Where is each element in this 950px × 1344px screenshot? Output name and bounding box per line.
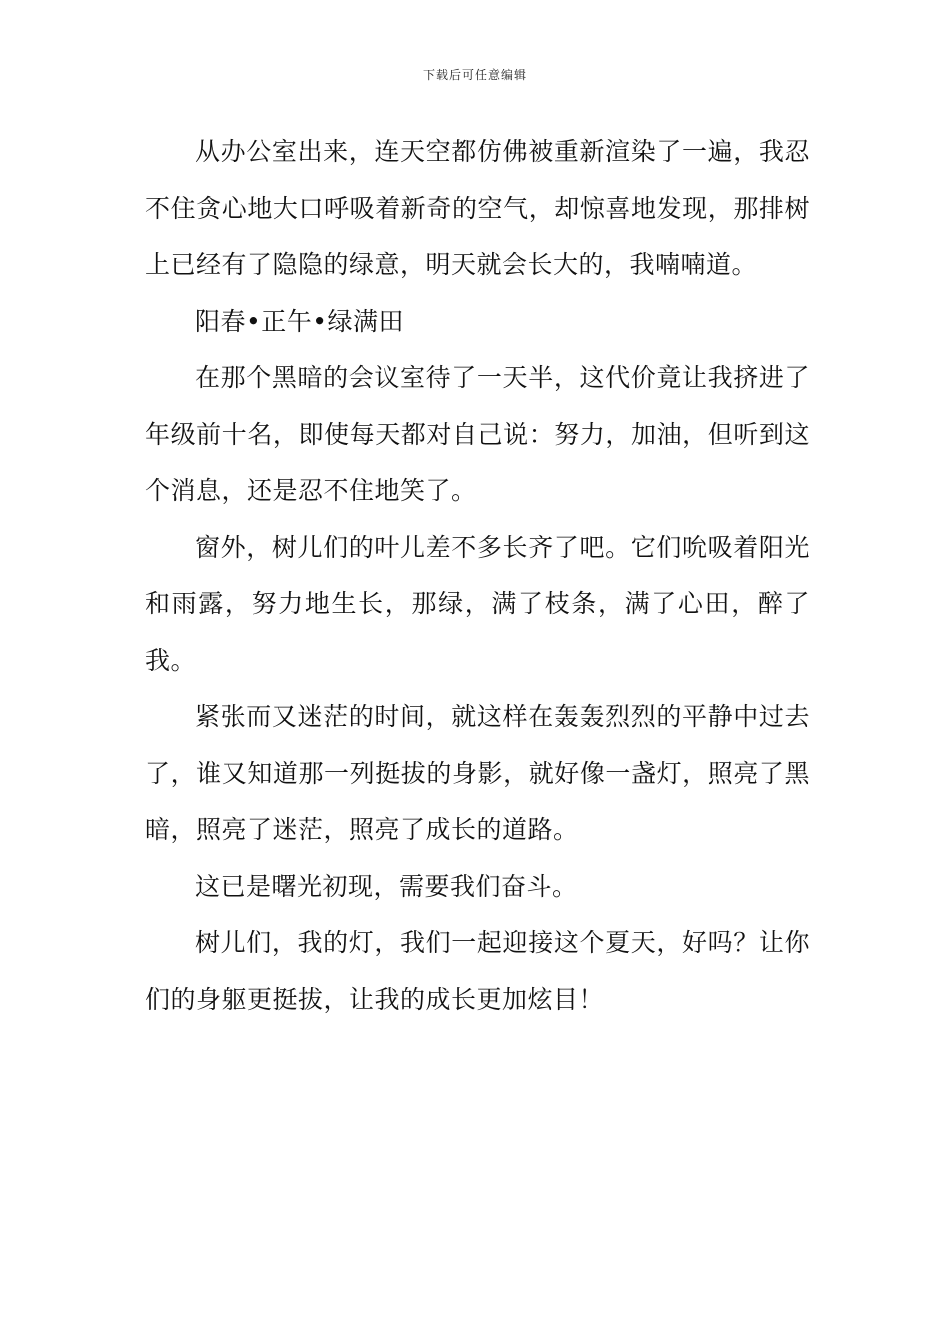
paragraph: 这已是曙光初现，需要我们奋斗。 xyxy=(195,871,578,901)
paragraph: 在那个黑暗的会议室待了一天半，这代价竟让我挤进了年级前十名，即使每天都对自己说：努力，加油，但听到这个消息，还是忍不住地笑了。 xyxy=(145,363,810,505)
paragraph: 窗外，树儿们的叶儿差不多长齐了吧。它们吮吸着阳光和雨露，努力地生长，那绿，满了枝条，满了心田，醉了我。 xyxy=(145,532,810,675)
header-note: 下载后可任意编辑 xyxy=(422,68,527,82)
paragraph: 树儿们，我的灯，我们一起迎接这个夏天，好吗？让你们的身躯更挺拔，让我的成长更加炫目！ xyxy=(145,928,810,1014)
section-heading: 阳春•正午•绿满田 xyxy=(195,306,404,336)
paragraph: 紧张而又迷茫的时间，就这样在轰轰烈烈的平静中过去了，谁又知道那一列挺拔的身影，就好像一盏灯，照亮了黑暗，照亮了迷茫，照亮了成长的道路。 xyxy=(145,702,810,844)
paragraph: 从办公室出来，连天空都仿佛被重新渲染了一遍，我忍不住贪心地大口呼吸着新奇的空气，却惊喜地发现，那排树上已经有了隐隐的绿意，明天就会长大的，我喃喃道。 xyxy=(145,137,810,279)
article-body xyxy=(145,124,810,1028)
